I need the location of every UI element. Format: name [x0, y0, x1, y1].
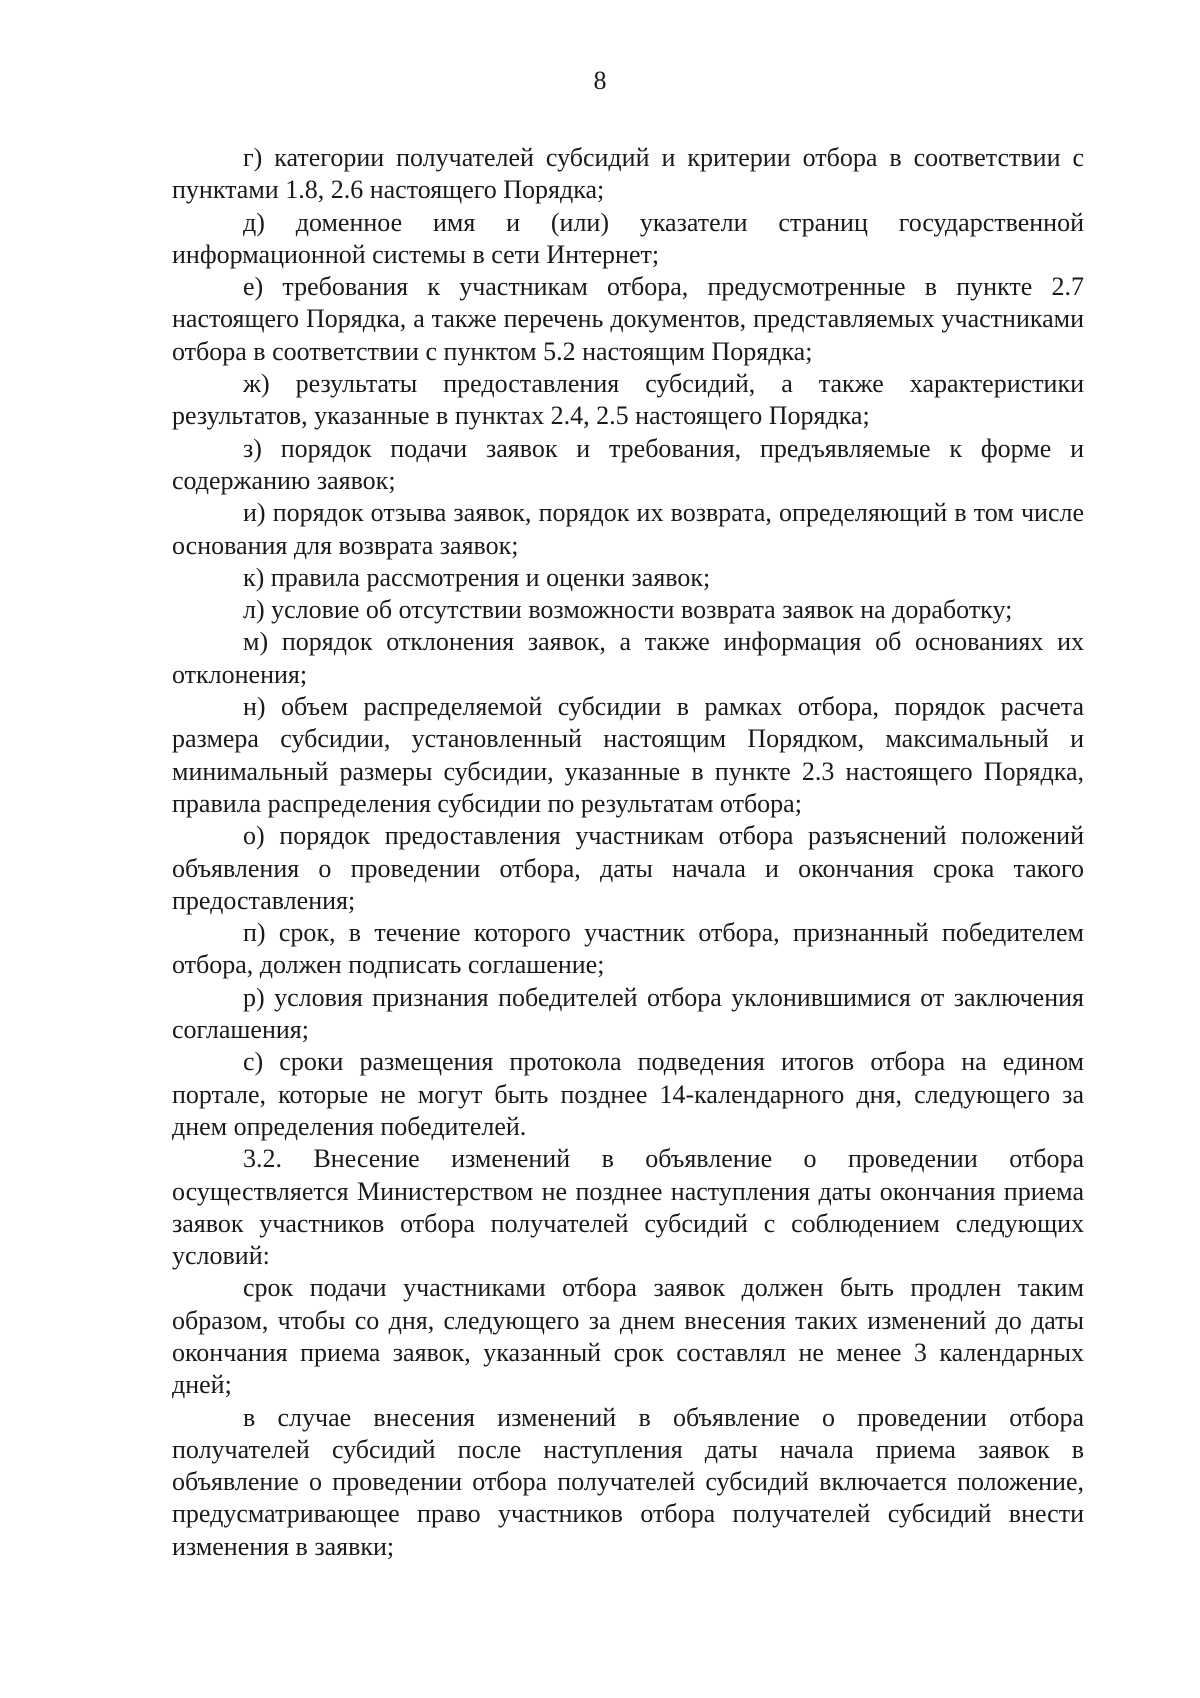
paragraph-z: з) порядок подачи заявок и требования, предъявляемые к форме и содержанию заявок; — [172, 433, 1084, 495]
paragraph-s: с) сроки размещения протокола подведения итогов отбора на едином портале, которые не могут быть позднее 14-календарного дня, следующего за днем определения победителей. — [172, 1047, 1084, 1141]
paragraph-o: о) порядок предоставления участникам отбора разъяснений положений объявления о проведении отбора, даты начала и окончания срока такого предоставления; — [172, 821, 1084, 915]
paragraph-condition-deadline: срок подачи участниками отбора заявок должен быть продлен таким образом, чтобы со дня, следующего за днем внесения таких изменений до даты окончания приема заявок, указанный срок составлял не менее 3 календарных дней; — [172, 1273, 1084, 1400]
paragraph-e: е) требования к участникам отбора, предусмотренные в пункте 2.7 настоящего Порядка, а также перечень документов, представляемых участниками отбора в соответствии с пунктом 5.2 настоящим Порядка; — [172, 272, 1084, 366]
page-number: 8 — [593, 66, 607, 95]
document-body — [172, 142, 1084, 1563]
paragraph-g: г) категории получателей субсидий и критерии отбора в соответствии с пунктами 1.8, 2.6 настоящего Порядка; — [172, 143, 1084, 205]
paragraph-r: р) условия признания победителей отбора уклонившимися от заключения соглашения; — [172, 982, 1084, 1045]
paragraph-i: и) порядок отзыва заявок, порядок их возврата, определяющий в том числе основания для возврата заявок; — [172, 498, 1084, 560]
paragraph-m: м) порядок отклонения заявок, а также информация об основаниях их отклонения; — [172, 627, 1084, 689]
paragraph-l: л) условие об отсутствии возможности возврата заявок на доработку; — [243, 595, 1013, 625]
paragraph-k: к) правила рассмотрения и оценки заявок; — [243, 562, 711, 592]
paragraph-n: н) объем распределяемой субсидии в рамках отбора, порядок расчета размера субсидии, установленный настоящим Порядком, максимальный и минимальный размеры субсидии, указанные в пункте 2.3 настоящего Порядка, правила распределения субсидии по результатам отбора; — [172, 692, 1084, 818]
paragraph-zh: ж) результаты предоставления субсидий, а также характеристики результатов, указанные в пунктах 2.4, 2.5 настоящего Порядка; — [172, 369, 1084, 431]
paragraph-d: д) доменное имя и (или) указатели страниц государственной информационной системы в сети Интернет; — [172, 207, 1084, 269]
paragraph-condition-changes: в случае внесения изменений в объявление о проведении отбора получателей субсидий после наступления даты начала приема заявок в объявление о проведении отбора получателей субсидий включается положение, предусматривающее право участников отбора получателей субсидий внести изменения в заявки; — [172, 1402, 1084, 1561]
paragraph-3-2: 3.2. Внесение изменений в объявление о проведении отбора осуществляется Министерством не позднее наступления даты окончания приема заявок участников отбора получателей субсидий с соблюдением следующих условий: — [172, 1144, 1084, 1271]
paragraph-p: п) срок, в течение которого участник отбора, признанный победителем отбора, должен подписать соглашение; — [172, 918, 1084, 980]
